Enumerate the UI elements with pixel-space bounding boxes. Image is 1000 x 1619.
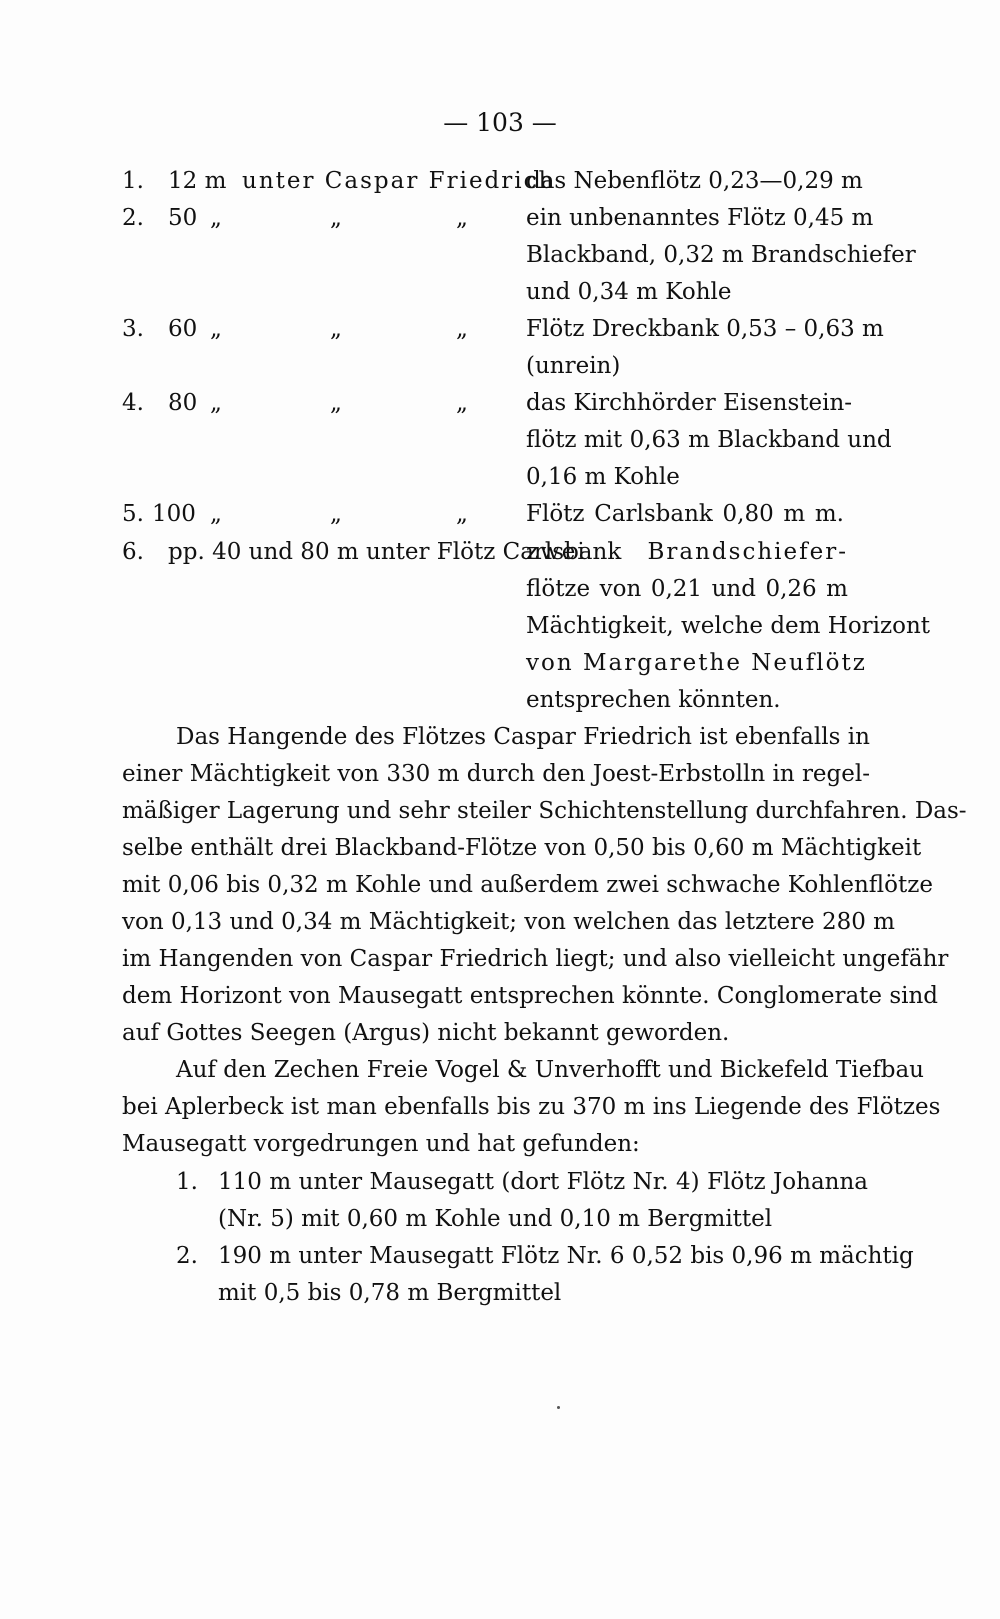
ditto-mark: „ — [210, 316, 222, 342]
ditto-mark: „ — [210, 501, 222, 527]
list-item-text: das Kirchhörder Eisenstein- — [526, 390, 853, 416]
list-item-reference: unter Caspar Friedrich — [242, 168, 556, 194]
paragraph-line: Mausegatt vorgedrungen und hat gefunden: — [122, 1131, 640, 1157]
paragraph-line: auf Gottes Seegen (Argus) nicht bekannt geworden. — [122, 1020, 730, 1046]
list-item-number: 4. — [122, 390, 144, 416]
ditto-mark: „ — [330, 501, 342, 527]
page-number: — 103 — — [443, 108, 557, 137]
paragraph-line: Das Hangende des Flötzes Caspar Friedrich ist ebenfalls in — [176, 724, 870, 750]
list-item-text: 190 m unter Mausegatt Flötz Nr. 6 0,52 bis 0,96 m mächtig — [218, 1243, 914, 1269]
list-item-text: von Margarethe Neuflötz — [526, 650, 867, 676]
list-item-text: mit 0,5 bis 0,78 m Bergmittel — [218, 1280, 562, 1306]
ditto-mark: „ — [456, 501, 468, 527]
list-item-text: 0,16 m Kohle — [526, 464, 680, 490]
list-item-text: das Nebenflötz 0,23—0,29 m — [526, 168, 863, 194]
list-item-text: entsprechen könnten. — [526, 687, 781, 713]
list-item-text: Flötz Dreckbank 0,53 – 0,63 m — [526, 316, 884, 342]
list-item-text: ein unbenanntes Flötz 0,45 m — [526, 205, 874, 231]
list-item-depth: 80 — [168, 390, 198, 416]
paragraph-line: bei Aplerbeck ist man ebenfalls bis zu 370 m ins Liegende des Flötzes — [122, 1094, 941, 1120]
list-item-depth: 50 — [168, 205, 198, 231]
list-item-number: 5. — [122, 501, 144, 527]
paragraph-line: im Hangenden von Caspar Friedrich liegt; und also vielleicht ungefähr — [122, 946, 949, 972]
paragraph-line: Auf den Zechen Freie Vogel & Unverhofft und Bickefeld Tiefbau — [176, 1057, 924, 1083]
ditto-mark: „ — [210, 390, 222, 416]
paragraph-line: einer Mächtigkeit von 330 m durch den Joest-Erbstolln in regel- — [122, 761, 871, 787]
list-item-text: Flötz Carlsbank 0,80 m m. — [526, 501, 844, 527]
list-item-depth: 100 — [152, 501, 196, 527]
list-item-text: Mächtigkeit, welche dem Horizont — [526, 613, 931, 639]
paragraph-line: selbe enthält drei Blackband-Flötze von 0,50 bis 0,60 m Mächtigkeit — [122, 835, 922, 861]
paragraph-line: dem Horizont von Mausegatt entsprechen könnte. Conglomerate sind — [122, 983, 939, 1009]
paragraph-line: mit 0,06 bis 0,32 m Kohle und außerdem zwei schwache Kohlenflötze — [122, 872, 933, 898]
list-item-number: 3. — [122, 316, 144, 342]
ink-speck — [557, 1406, 560, 1409]
list-item-text: (unrein) — [526, 353, 621, 379]
list-item-depth: 12 m — [168, 168, 227, 194]
list-item-text: und 0,34 m Kohle — [526, 279, 732, 305]
list-item-number: 1. — [122, 168, 144, 194]
ditto-mark: „ — [456, 390, 468, 416]
ditto-mark: „ — [456, 316, 468, 342]
ditto-mark: „ — [330, 390, 342, 416]
list-item-text: (Nr. 5) mit 0,60 m Kohle und 0,10 m Bergmittel — [218, 1206, 773, 1232]
list-item-text: zwei Brandschiefer- — [526, 539, 848, 565]
list-item-text: flötz mit 0,63 m Blackband und — [526, 427, 892, 453]
paragraph-line: mäßiger Lagerung und sehr steiler Schichtenstellung durchfahren. Das- — [122, 798, 967, 824]
list-item-number: 2. — [176, 1243, 198, 1269]
list-item-text: 110 m unter Mausegatt (dort Flötz Nr. 4) Flötz Johanna — [218, 1169, 868, 1195]
ditto-mark: „ — [330, 205, 342, 231]
list-item-text: Blackband, 0,32 m Brandschiefer — [526, 242, 916, 268]
list-item-number: 1. — [176, 1169, 198, 1195]
ditto-mark: „ — [210, 205, 222, 231]
list-item-depth: pp. 40 und 80 m unter Flötz Carlsbank — [168, 539, 622, 565]
ditto-mark: „ — [330, 316, 342, 342]
paragraph-line: von 0,13 und 0,34 m Mächtigkeit; von welchen das letztere 280 m — [122, 909, 895, 935]
list-item-number: 6. — [122, 539, 144, 565]
list-item-depth: 60 — [168, 316, 198, 342]
list-item-number: 2. — [122, 205, 144, 231]
ditto-mark: „ — [456, 205, 468, 231]
list-item-text: flötze von 0,21 und 0,26 m — [526, 576, 848, 602]
